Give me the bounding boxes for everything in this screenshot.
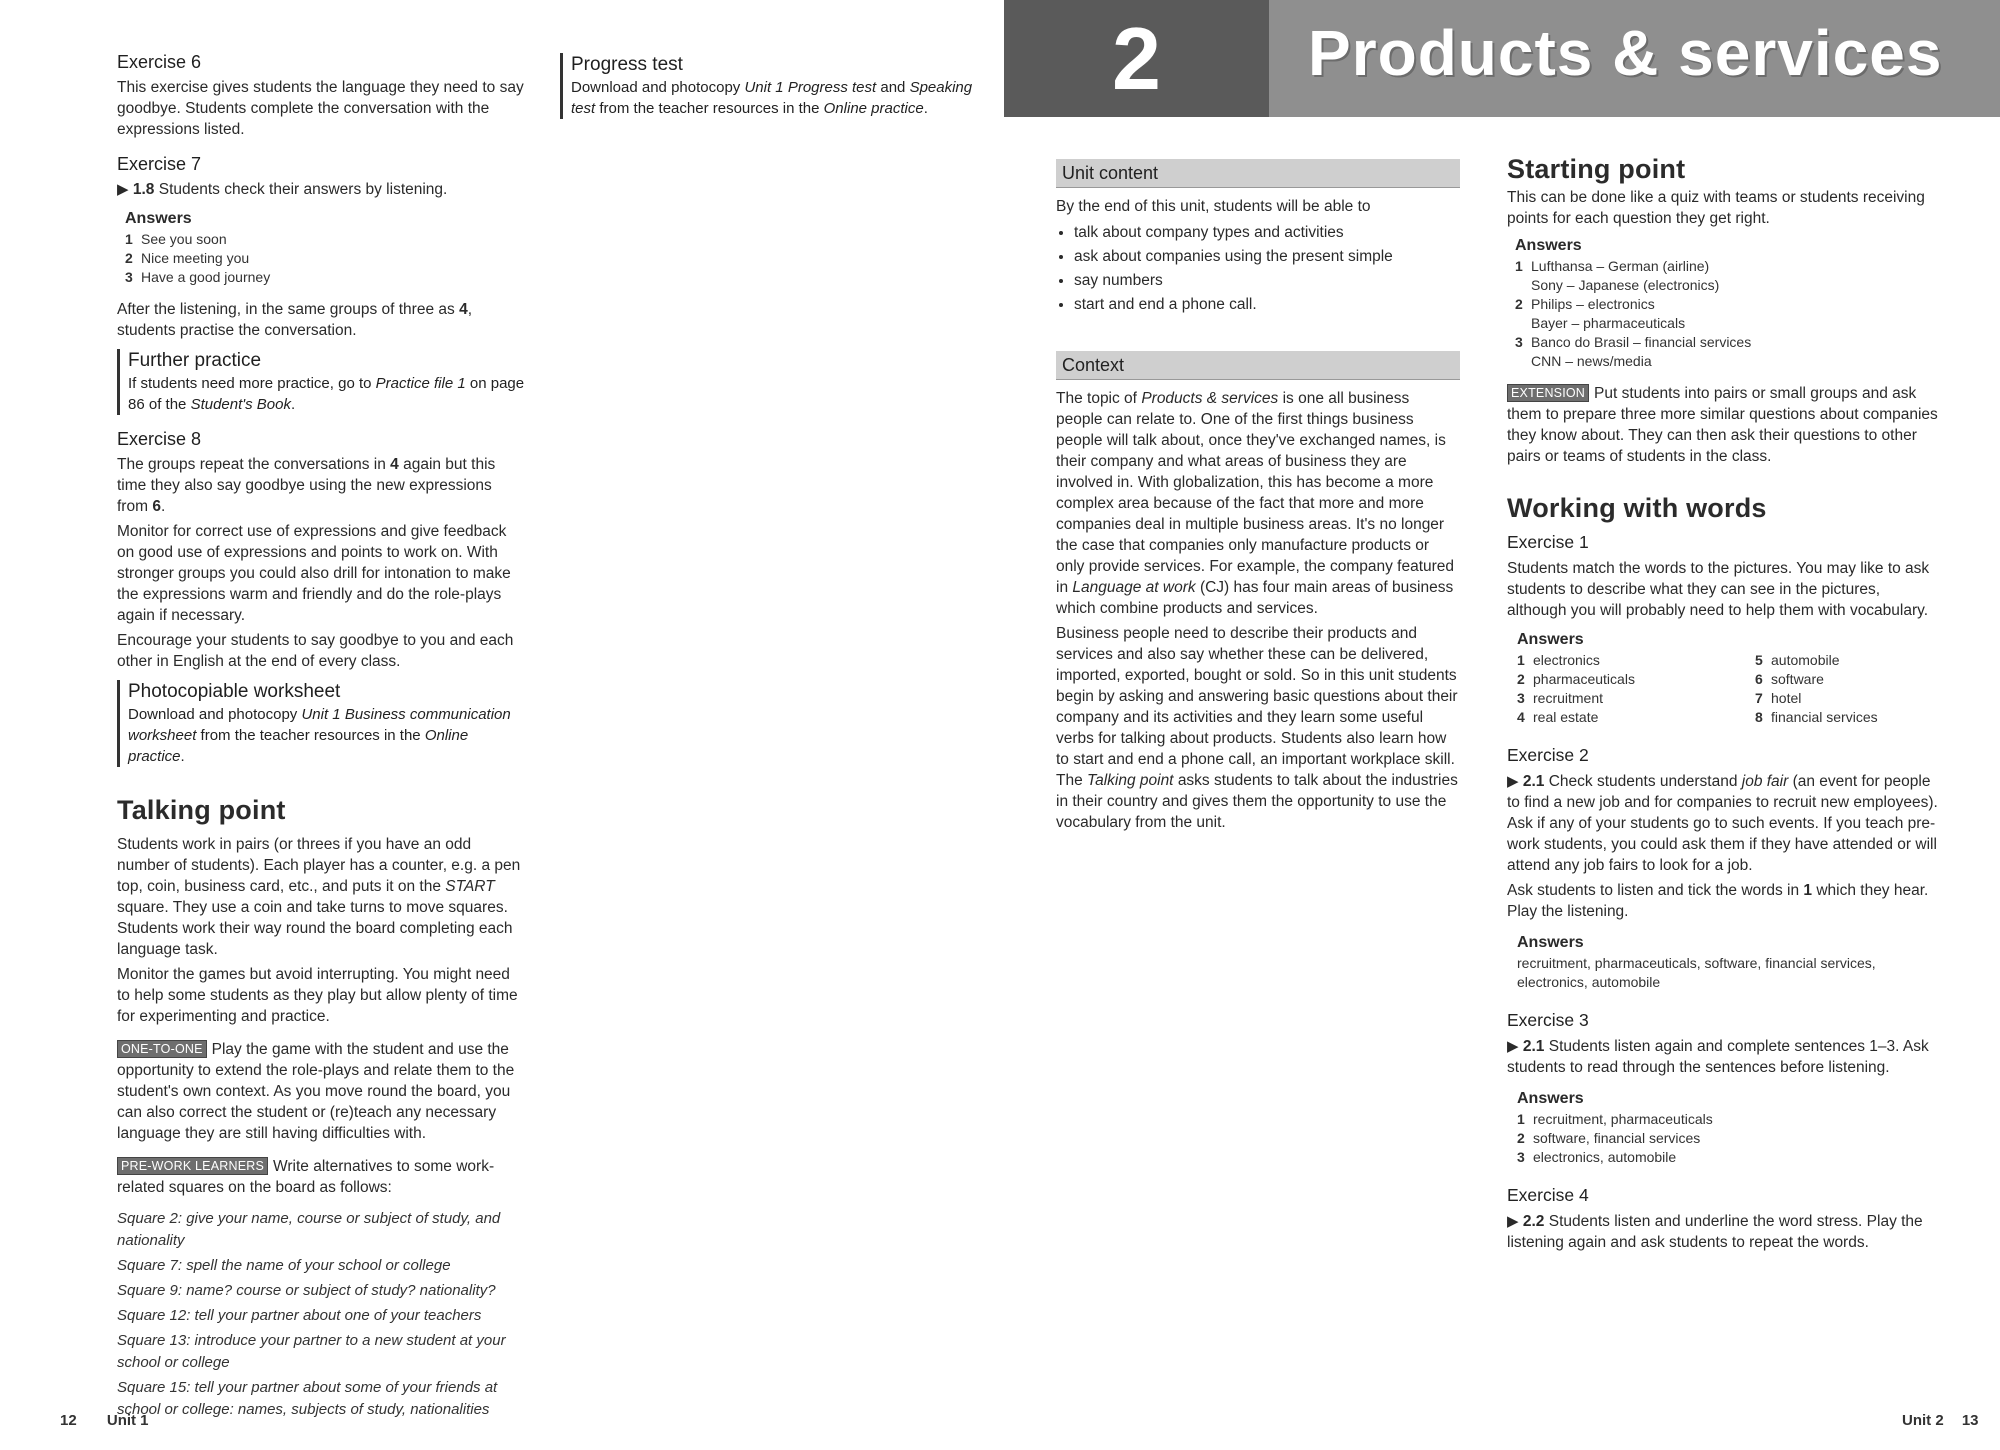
unit-banner bbox=[1004, 0, 2000, 117]
exercise-8-p3: Encourage your students to say goodbye to you and each other in English at the end of every class. bbox=[117, 632, 514, 670]
exercise-6-text: This exercise gives students the language they need to say goodbye. Students complete the conversation with the expressions listed. bbox=[117, 79, 524, 138]
list-item: • ask about companies using the present simple bbox=[1074, 245, 1460, 269]
extension-tag: EXTENSION bbox=[1507, 384, 1589, 402]
answer-item: 8 financial services bbox=[1755, 709, 1878, 725]
exercise-2-title: Exercise 2 bbox=[1507, 745, 1589, 765]
extension-text: EXTENSION Put students into pairs or small groups and ask them to prepare three more similar questions about companies they know about. They can then ask their questions to other pairs or teams of students in the class. bbox=[1507, 385, 1938, 465]
exercise-8-title: Exercise 8 bbox=[117, 429, 202, 449]
answer-item: 2 Nice meeting you bbox=[125, 250, 250, 266]
answers-title: Answers bbox=[1517, 1090, 1584, 1107]
context-p2: Business people need to describe their products and services and also say whether these can be delivered, imported, exported, bought or sold. So in this unit students begin by asking and answering basic questions about their company and its activities and they learn some useful verbs for talking about products. Students also learn how to start and end a phone call, an important workplace skill. The Talking point asks students to talk about the industries in their country and gives them the opportunity to use the vocabulary from the unit. bbox=[1056, 625, 1458, 831]
exercise-8-p1: The groups repeat the conversations in 4 again but this time they also say goodbye using the new expressions from 6. bbox=[117, 456, 496, 515]
exercise-7-track: 1.8 bbox=[132, 181, 155, 198]
answer-item: 3 Have a good journey bbox=[125, 269, 271, 285]
list-item: • talk about company types and activities bbox=[1074, 221, 1460, 245]
progress-test-text: Download and photocopy Unit 1 Progress test and Speaking test from the teacher resources in the Online practice. bbox=[571, 79, 973, 117]
context-p1: The topic of Products & services is one all business people can relate to. One of the first things business people will talk about, once they've exchanged names, is their company and what areas of business they are involved in. With globalization, this has become a more complex area because of the fact that more and more companies deal in multiple business areas. It's no longer the case that companies only manufacture products or only provide services. For example, the company featured in Language at work (CJ) has four main areas of business which combine products and services. bbox=[1056, 390, 1455, 617]
photocopiable-title: Photocopiable worksheet bbox=[128, 681, 341, 702]
square-item: Square 2: give your name, course or subject of study, and nationality bbox=[117, 1210, 501, 1249]
square-item: Square 12: tell your partner about one of your teachers bbox=[117, 1307, 482, 1324]
exercise-3-text: ▶ 2.1 Students listen again and complete sentences 1–3. Ask students to read through the sentences before listening. bbox=[1507, 1038, 1929, 1076]
play-icon: ▶ bbox=[1507, 1038, 1519, 1055]
right-footer-unit: Unit 2 bbox=[1902, 1412, 1944, 1429]
answer-item: 3 recruitment bbox=[1517, 690, 1604, 706]
answers-title: Answers bbox=[1517, 934, 1584, 951]
answers-title: Answers bbox=[125, 210, 192, 227]
exercise-4-title: Exercise 4 bbox=[1507, 1185, 1589, 1205]
left-footer-unit: Unit 1 bbox=[106, 1412, 149, 1429]
progress-test-title: Progress test bbox=[571, 54, 683, 75]
play-icon: ▶ bbox=[1507, 1213, 1519, 1230]
working-with-words-title: Working with words bbox=[1507, 493, 1767, 523]
play-icon: ▶ bbox=[117, 181, 129, 198]
square-item: Square 15: tell your partner about some of your friends at school or college: names, subjects of study, nationalities bbox=[117, 1379, 498, 1418]
starting-point bbox=[1507, 154, 1940, 467]
answer-item: 3 Banco do Brasil – financial services CNN – news/media bbox=[1515, 334, 1752, 369]
talking-point-title: Talking point bbox=[117, 795, 286, 825]
exercise-1-text: Students match the words to the pictures. You may like to ask students to describe what they can see in the pictures, although you will probably need to help them with vocabulary. bbox=[1507, 560, 1930, 619]
context bbox=[1056, 351, 1460, 833]
answer-item: 1 See you soon bbox=[125, 231, 227, 247]
exercise-4-text: ▶ 2.2 Students listen and underline the word stress. Play the listening again and ask students to repeat the words. bbox=[1507, 1213, 1923, 1251]
unit-content-title: Unit content bbox=[1056, 159, 1460, 188]
exercise-7-answers bbox=[125, 210, 527, 287]
exercise-7-title: Exercise 7 bbox=[117, 154, 202, 174]
exercise-6 bbox=[117, 52, 527, 140]
photocopiable-box bbox=[117, 680, 527, 767]
left-page-number: 12 bbox=[60, 1412, 77, 1429]
talking-point-p1: Students work in pairs (or threes if you have an odd number of students). Each player has a counter, e.g. a pen top, coin, business card, etc., and puts it on the START square. They use a coin and take turns to move squares. Students work their way round the board completing each language task. bbox=[117, 836, 521, 958]
exercise-1-title: Exercise 1 bbox=[1507, 532, 1589, 552]
starting-point-text: This can be done like a quiz with teams or students receiving points for each question they get right. bbox=[1507, 189, 1925, 227]
answer-item: 1 electronics bbox=[1517, 652, 1600, 668]
further-practice-title: Further practice bbox=[128, 350, 262, 371]
exercise-1-answers bbox=[1517, 631, 1940, 727]
square-item: Square 13: introduce your partner to a new student at your school or college bbox=[117, 1332, 506, 1371]
unit-content bbox=[1056, 159, 1460, 317]
exercise-8-p2: Monitor for correct use of expressions and give feedback on good use of expressions and points to work on. With stronger groups you could also drill for intonation to make the expressions warm and friendly and do the role-plays again if necessary. bbox=[117, 523, 511, 624]
exercise-3-title: Exercise 3 bbox=[1507, 1010, 1589, 1030]
answer-item: 2 pharmaceuticals bbox=[1517, 671, 1635, 687]
unit-title: Products & services bbox=[1308, 17, 1943, 89]
answer-item: 2 software, financial services bbox=[1517, 1130, 1701, 1146]
answer-item: 6 software bbox=[1755, 671, 1824, 687]
square-item: Square 7: spell the name of your school or college bbox=[117, 1257, 451, 1274]
square-item: Square 9: name? course or subject of study? nationality? bbox=[117, 1282, 496, 1299]
left-footer bbox=[60, 1412, 149, 1429]
list-item: • say numbers bbox=[1074, 269, 1460, 293]
working-with-words bbox=[1507, 493, 1940, 1253]
talking-point bbox=[117, 795, 527, 1421]
unit-number: 2 bbox=[1004, 0, 1269, 117]
talking-point-p3: ONE-TO-ONE Play the game with the student and use the opportunity to extend the role-plays and relate them to the student's own context. As you move round the board, you can also correct the student or (re)teach any necessary language they are still having difficulties with. bbox=[117, 1041, 515, 1142]
unit-content-intro: By the end of this unit, students will be able to bbox=[1056, 198, 1371, 215]
answer-item: 1 recruitment, pharmaceuticals bbox=[1517, 1111, 1713, 1127]
play-icon: ▶ bbox=[1507, 773, 1519, 790]
exercise-2-answers bbox=[1517, 934, 1940, 992]
exercise-2-answer-text: recruitment, pharmaceuticals, software, financial services, electronics, automobile bbox=[1517, 955, 1876, 990]
exercise-2-p2: Ask students to listen and tick the words in 1 which they hear. Play the listening. bbox=[1507, 882, 1929, 920]
exercise-3 bbox=[1507, 1010, 1940, 1167]
further-practice-box bbox=[117, 349, 527, 415]
photocopiable-text: Download and photocopy Unit 1 Business communication worksheet from the teacher resources in the Online practice. bbox=[128, 706, 511, 765]
list-item: • start and end a phone call. bbox=[1074, 293, 1460, 317]
unit-content-list bbox=[1056, 221, 1460, 317]
right-footer bbox=[1902, 1412, 1979, 1429]
answer-item: 1 Lufthansa – German (airline) Sony – Japanese (electronics) bbox=[1515, 258, 1720, 293]
answers-title: Answers bbox=[1515, 237, 1582, 254]
answers-title: Answers bbox=[1517, 631, 1584, 648]
exercise-7 bbox=[117, 154, 527, 341]
right-column-2 bbox=[1507, 154, 1940, 1257]
answer-item: 5 automobile bbox=[1755, 652, 1840, 668]
pre-work-learners-tag: PRE-WORK LEARNERS bbox=[117, 1157, 268, 1175]
left-column-1 bbox=[117, 52, 527, 1424]
answer-item: 2 Philips – electronics Bayer – pharmaceuticals bbox=[1515, 296, 1686, 331]
exercise-4 bbox=[1507, 1185, 1940, 1253]
answer-item: 4 real estate bbox=[1517, 709, 1599, 725]
starting-point-answers bbox=[1515, 237, 1940, 371]
exercise-8 bbox=[117, 429, 527, 672]
context-title: Context bbox=[1056, 351, 1460, 380]
exercise-7-after: After the listening, in the same groups of three as 4, students practise the conversation. bbox=[117, 301, 472, 339]
starting-point-title: Starting point bbox=[1507, 154, 1686, 184]
exercise-2-p1: ▶ 2.1 Check students understand job fair (an event for people to find a new job and for companies to recruit new employees). Ask if any of your students go to such events. If you teach pre-work students, you could ask them if they have attended or will attend any job fairs to look for a job. bbox=[1507, 773, 1938, 874]
talking-point-p4: PRE-WORK LEARNERS Write alternatives to some work-related squares on the board as follows: bbox=[117, 1158, 495, 1196]
exercise-7-instruction bbox=[117, 179, 527, 200]
exercise-3-answers bbox=[1517, 1090, 1940, 1167]
answer-item: 7 hotel bbox=[1755, 690, 1802, 706]
right-page-number: 13 bbox=[1961, 1412, 1979, 1429]
exercise-2 bbox=[1507, 745, 1940, 992]
one-to-one-tag: ONE-TO-ONE bbox=[117, 1040, 207, 1058]
right-column-1 bbox=[1056, 159, 1460, 837]
exercise-7-text: Students check their answers by listening. bbox=[158, 181, 448, 198]
exercise-1 bbox=[1507, 532, 1940, 727]
progress-test-box bbox=[560, 53, 991, 119]
further-practice-text: If students need more practice, go to Practice file 1 on page 86 of the Student's Book. bbox=[128, 375, 525, 413]
answer-item: 3 electronics, automobile bbox=[1517, 1149, 1677, 1165]
exercise-6-title: Exercise 6 bbox=[117, 52, 202, 72]
talking-point-p2: Monitor the games but avoid interrupting. You might need to help some students as they play but allow plenty of time for experimenting and practice. bbox=[117, 966, 518, 1025]
